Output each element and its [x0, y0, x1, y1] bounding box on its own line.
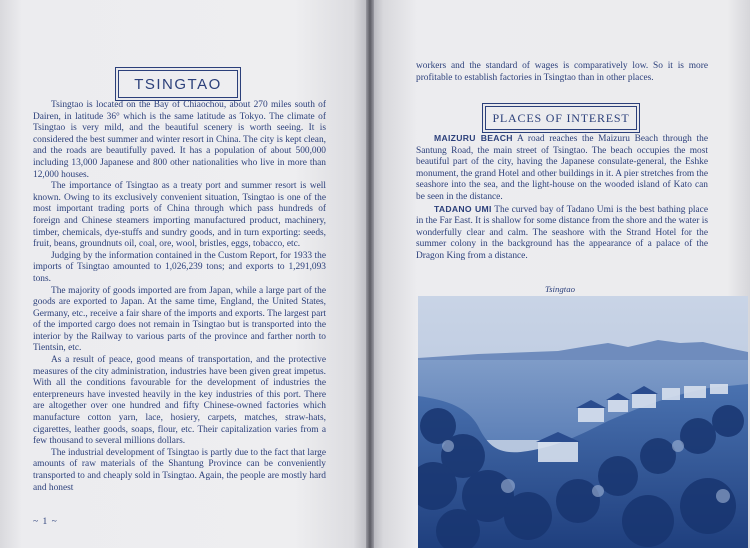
place-description: A road reaches the Maizuru Beach through the Santung Road, the main street of Tsingtao. The beach occupies the most beautiful part of the city, having the Japanese consulate-general, the Eshke monument, the grand Hotel and other buildings in it. A pier stretches from the seashore into the sea, and the light-house on the wooded island of Kato can be seen in the distance.	[416, 134, 709, 202]
place-name: TADANO UMI	[434, 203, 492, 214]
binding-gutter	[366, 0, 374, 548]
continued-text	[416, 61, 708, 84]
paragraph-development: The industrial development of Tsingtao is partly due to the fact that large amounts of raw materials of the Shantung Province can be conveniently transported to and cheaply sold in Tsingtao. Again, the people are mostly hard and honest	[33, 447, 326, 493]
place-entry	[416, 133, 708, 204]
paragraph-location: Tsingtao is located on the Bay of Chiaochou, about 270 miles south of Dairen, in latitude 36° which is the same latitude as Tokyo. The climate of Tsingtao is very mild, and the beautiful scenery is worth seeing. It is considered the best summer and winter resort in China. The city is kept clean, and the roads are beautifully paved. It has a population of about 500,000 including 13,000 Japanese and 800 other nationalities who live in more than 12,000 houses.	[33, 100, 326, 180]
paragraph-imports: The majority of goods imported are from Japan, while a large part of the goods are exported to Japan. At the same time, England, the United States, Germany, etc., receive a fair share of the imports and exports. The largest part of the imported cargo does not remain in Tsingtao but is transported into the interior by the Railway to various parts of the province and farther north to Tientsin, etc.	[33, 285, 326, 354]
section-title: PLACES OF INTEREST	[485, 106, 637, 130]
paragraph-continuation: workers and the standard of wages is comparatively low. So it is more profitable to establish factories in Tsingtao than in other places.	[416, 61, 708, 83]
photo-caption: Tsingtao	[545, 284, 575, 294]
paragraph-industries: As a result of peace, good means of transportation, and the protective measures of the city administration, industries have been given great impetus. With all the conditions favourable for the development of industries the enterpreneurs have invested heavily in the key industries of this port. There are altogether over one hundred and fifty Chinese-owned factories which manufacture cotton yarn, lace, hosiery, carpets, matches, straw-hats, cigarettes, leather goods, soaps, flour, etc. Their capitalization varies from a few thousand to several millions dollars.	[33, 355, 326, 447]
paragraph-treaty-port: The importance of Tsingtao as a treaty port and summer resort is well known. Owing to its exclusively convenient situation, Tsingtao is one of the most important trading ports of China through which pass hundreds of foreign and Chinese steamers importing manufactured product, machinery, timber, chemicals, dye-stuffs and sundry goods, and in turn exporting: seeds, fruit, beans, groundnuts oil, coal, ore, wool, bristles, eggs, tobacco, etc.	[33, 181, 326, 250]
article-body	[33, 100, 326, 494]
page-title: TSINGTAO	[118, 70, 238, 98]
paragraph-custom-report: Judging by the information contained in the Custom Report, for 1933 the imports of Tsingtao amounted to 1,026,239 tons; and exports to 1,291,093 tons.	[33, 250, 326, 284]
place-description: The curved bay of Tadano Umi is the best bathing place in the Far East. It is shallow for some distance from the shore and the water is wonderfully clear and calm. The seashore with the Strand Hotel for the summer colony in the background has the appearance of a palace of the Dragon King from a distance.	[416, 204, 708, 261]
place-entry	[416, 204, 708, 263]
page-number: ~ 1 ~	[33, 517, 58, 527]
place-name: MAIZURU BEACH	[434, 133, 513, 143]
places-list	[416, 133, 708, 263]
tsingtao-photo	[418, 296, 748, 548]
